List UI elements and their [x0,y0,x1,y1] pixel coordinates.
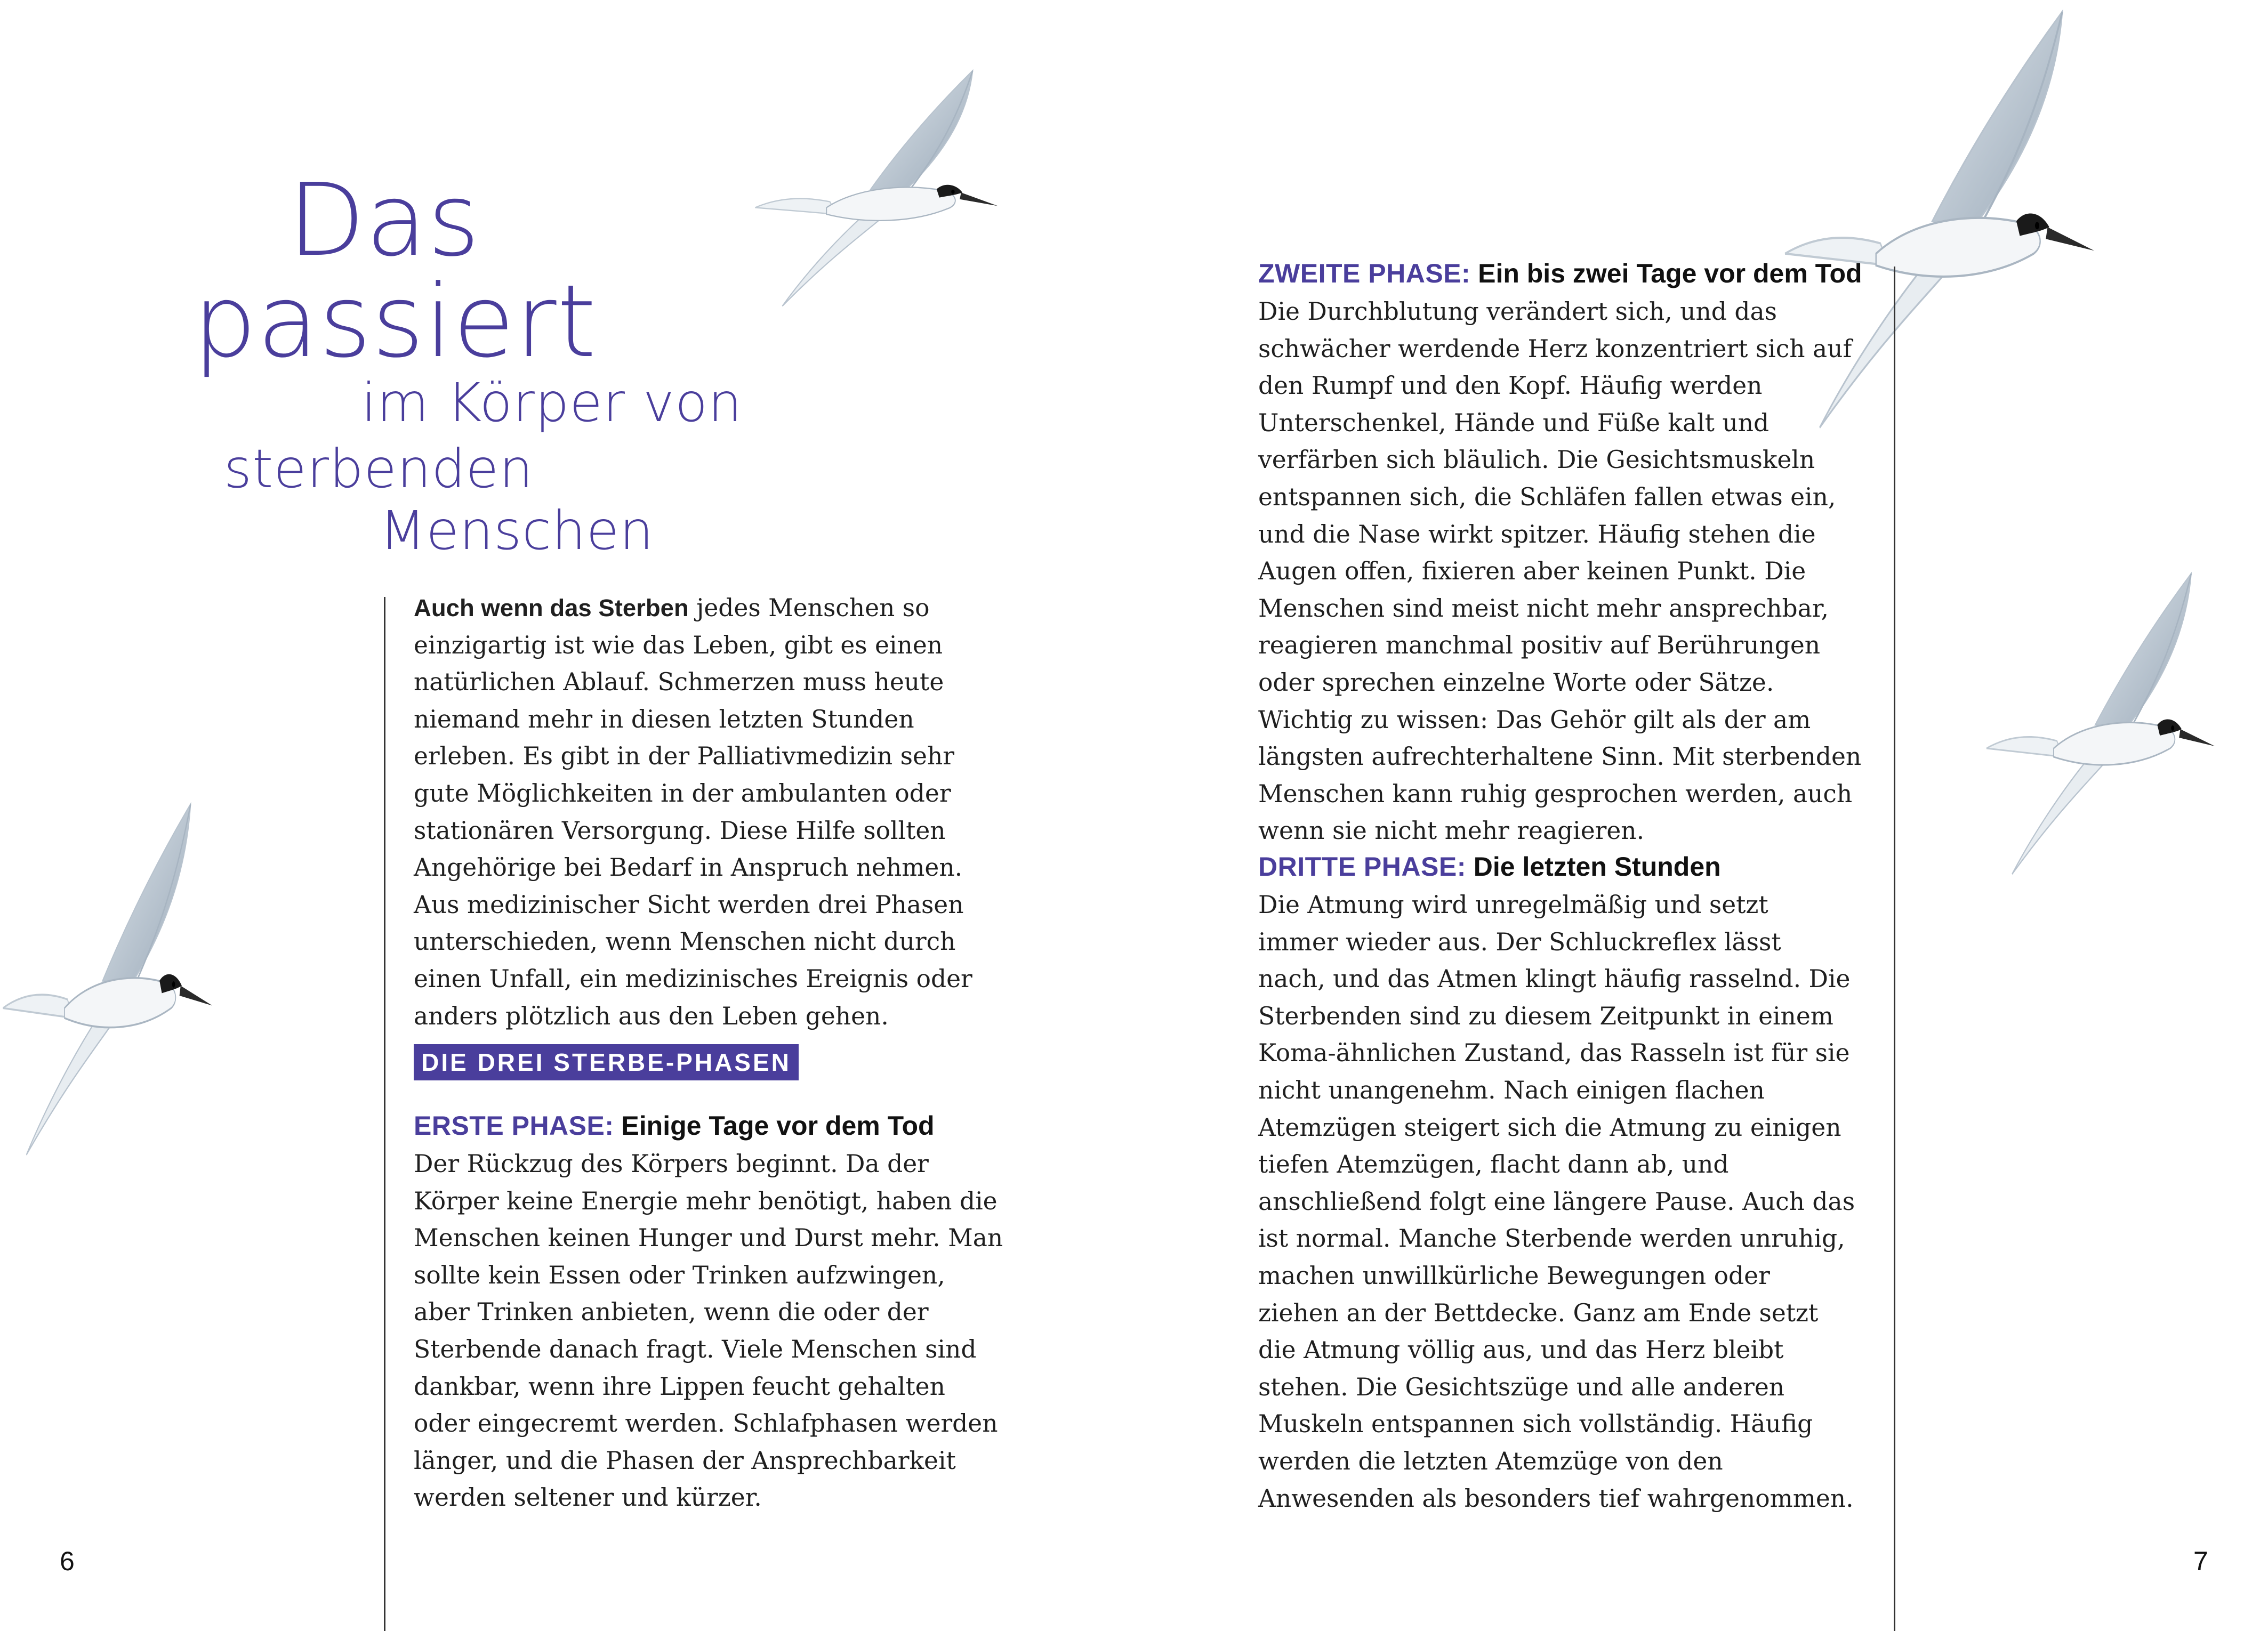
right-column-rule [1894,267,1895,1631]
section-label: DIE DREI STERBE-PHASEN [414,1044,799,1080]
intro-paragraph [414,590,1006,1035]
tern-bird-icon [752,64,1024,314]
phase-1-tag: ERSTE PHASE: [414,1111,614,1141]
title-line-1: Das [288,162,480,279]
phase-1-text: Der Rückzug des Körpers beginnt. Da der Körper keine Energie mehr benötigt, haben die Menschen keinen Hunger und Durst mehr. Man sollte kein Essen oder Trinken aufzwingen, aber Trinken anbieten, wenn die oder der Sterbende danach fragt. Viele Menschen sind dankbar, wenn ihre Lippen feucht gehalten oder eingecremt werden. Schlafphasen werden länger, und die Phasen der Ansprechbarkeit werden seltener und kürzer. [414,1150,1003,1512]
phase-2-title: Ein bis zwei Tage vor dem Tod [1478,259,1862,288]
page-number-left: 6 [60,1546,75,1576]
phase-2-text: Die Durchblutung verändert sich, und das schwächer werdende Herz konzentriert sich auf den Rumpf und den Kopf. Häufig werden Unterschenkel, Hände und Füße kalt und verfärben sich bläulich. Die Gesichtsmuskeln entspannen sich, die Schläfen fallen etwas ein, und die Nase wirkt spitzer. Häufig stehen die Augen offen, fixieren aber keinen Punkt. Die Menschen sind meist nicht mehr ansprechbar, reagieren manchmal positiv auf Berührungen oder sprechen einzelne Worte oder Sätze. Wichtig zu wissen: Das Gehör gilt als der am längsten aufrechterhaltene Sinn. Mit sterbenden Menschen kann ruhig gesprochen werden, auch wenn sie nicht mehr reagieren. [1258,297,1862,845]
title-line-2: passiert [193,263,597,380]
phase-2-tag: ZWEITE PHASE: [1258,259,1471,288]
phase-3-title: Die letzten Stunden [1473,852,1721,882]
phase-3-text: Die Atmung wird unregelmäßig und setzt immer wieder aus. Der Schluckreflex lässt nach, und das Atmen klingt häufig rasselnd. Die Sterbenden sind zu diesem Zeitpunkt in einem Koma-ähnlichen Zustand, das Rasseln ist für sie nicht unangenehm. Nach einigen flachen Atemzügen steigert sich die Atmung zu einigen tiefen Atemzügen, flacht dann ab, und anschließend folgt eine längere Pause. Auch das ist normal. Manche Sterbende werden unruhig, machen unwillkürliche Bewegungen oder ziehen an der Bettdecke. Ganz am Ende setzt die Atmung völlig aus, und das Herz bleibt stehen. Die Gesichtszüge und alle anderen Muskeln entspannen sich vollständig. Häufig werden die letzten Atemzüge von den Anwesenden als besonders tief wahrgenommen. [1258,891,1855,1513]
title-line-3: im Körper von [361,372,743,434]
page-number-right: 7 [2193,1546,2208,1576]
phase-3-heading [1258,851,1721,883]
intro-text: jedes Menschen so einzigartig ist wie das Leben, gibt es einen natürlichen Ablauf. Schmerzen muss heute niemand mehr in diesen letzten Stunden erleben. Es gibt in der Palliativmedizin sehr gute Möglichkeiten in der ambulanten oder stationären Versorgung. Diese Hilfe sollten Angehörige bei Bedarf in Anspruch nehmen. Aus medizinischer Sicht werden drei Phasen unterschieden, wenn Menschen nicht durch einen Unfall, ein medizinisches Ereignis oder anders plötzlich aus den Leben gehen. [414,594,972,1030]
phase-3-tag: DRITTE PHASE: [1258,852,1466,882]
intro-lead: Auch wenn das Sterben [414,594,689,621]
tern-bird-icon [1983,565,2239,885]
title-line-5: Menschen [380,499,654,562]
title-line-4: sterbenden [224,438,534,500]
phase-1-heading [414,1110,935,1142]
phase-1-title: Einige Tage vor dem Tod [621,1111,935,1141]
phase-2-heading [1258,257,1862,289]
left-column-rule [384,597,385,1631]
tern-bird-icon [0,794,235,1167]
